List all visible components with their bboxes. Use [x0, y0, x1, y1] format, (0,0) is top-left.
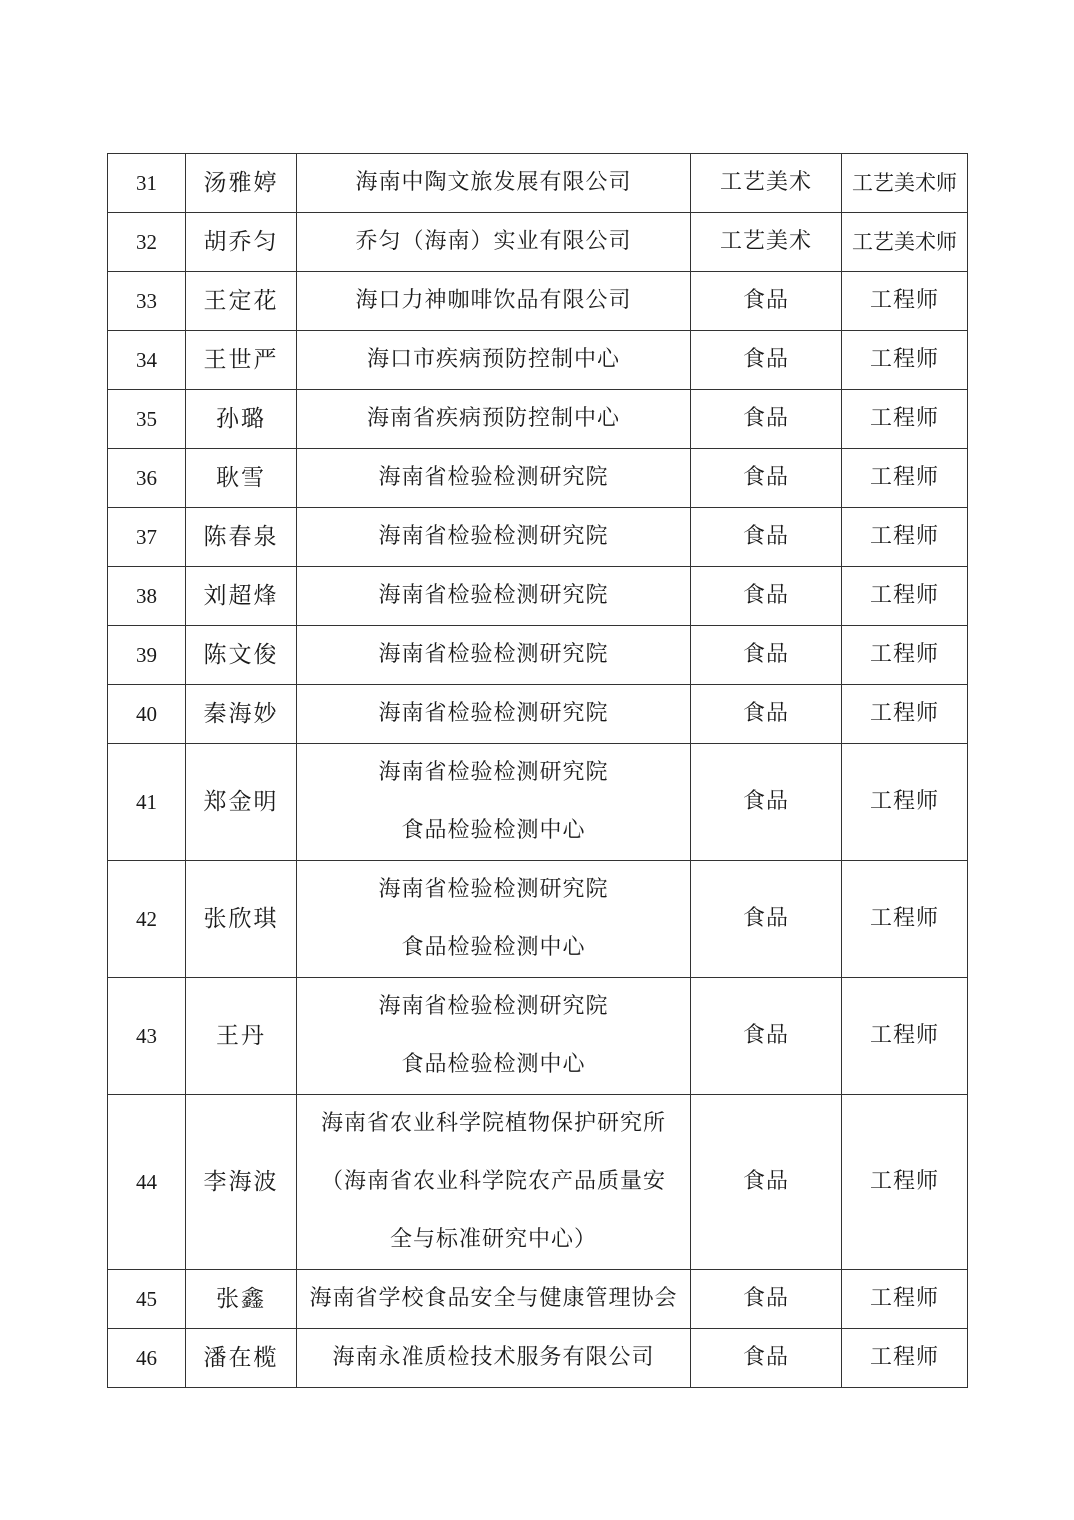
table-row — [108, 272, 968, 331]
person-name: 陈春泉 — [186, 508, 297, 567]
work-unit-line: 海南省检验检测研究院 — [378, 465, 609, 490]
work-unit-line: 海南永准质检技术服务有限公司 — [332, 1345, 655, 1370]
work-unit-line: 海口市疾病预防控制中心 — [366, 347, 620, 372]
professional-title: 工艺美术师 — [842, 154, 968, 213]
row-number: 42 — [108, 861, 186, 978]
work-unit-line: 海南省学校食品安全与健康管理协会 — [309, 1286, 678, 1311]
specialty-field: 食品 — [691, 331, 842, 390]
row-number: 41 — [108, 744, 186, 861]
work-unit-line: 海南省检验检测研究院 — [378, 524, 609, 549]
table-row — [108, 331, 968, 390]
roster-table — [107, 153, 968, 1388]
professional-title: 工程师 — [842, 1270, 968, 1329]
specialty-field: 食品 — [691, 744, 842, 861]
work-unit-line: 海南省检验检测研究院 — [378, 701, 609, 726]
person-name: 潘在榄 — [186, 1329, 297, 1388]
professional-title: 工程师 — [842, 449, 968, 508]
work-unit-line: 海南省检验检测研究院 — [378, 642, 609, 667]
row-number: 33 — [108, 272, 186, 331]
table-row — [108, 567, 968, 626]
work-unit-line: 海口力神咖啡饮品有限公司 — [355, 288, 632, 313]
person-name: 王丹 — [186, 978, 297, 1095]
person-name: 李海波 — [186, 1095, 297, 1270]
work-unit — [297, 744, 691, 861]
person-name: 耿雪 — [186, 449, 297, 508]
specialty-field: 食品 — [691, 978, 842, 1095]
table-row — [108, 861, 968, 978]
professional-title: 工程师 — [842, 1329, 968, 1388]
table-row — [108, 1095, 968, 1270]
specialty-field: 食品 — [691, 1095, 842, 1270]
work-unit — [297, 1095, 691, 1270]
professional-title: 工程师 — [842, 626, 968, 685]
work-unit — [297, 1329, 691, 1388]
work-unit — [297, 154, 691, 213]
table-row — [108, 508, 968, 567]
specialty-field: 工艺美术 — [691, 213, 842, 272]
work-unit — [297, 1270, 691, 1329]
table-row — [108, 744, 968, 861]
person-name: 孙璐 — [186, 390, 297, 449]
work-unit-line: 海南省农业科学院植物保护研究所 — [320, 1111, 666, 1136]
specialty-field: 食品 — [691, 449, 842, 508]
person-name: 刘超烽 — [186, 567, 297, 626]
row-number: 36 — [108, 449, 186, 508]
specialty-field: 食品 — [691, 861, 842, 978]
work-unit — [297, 213, 691, 272]
professional-title: 工艺美术师 — [842, 213, 968, 272]
row-number: 46 — [108, 1329, 186, 1388]
table-row — [108, 1329, 968, 1388]
work-unit — [297, 567, 691, 626]
specialty-field: 食品 — [691, 685, 842, 744]
table-row — [108, 154, 968, 213]
person-name: 陈文俊 — [186, 626, 297, 685]
specialty-field: 食品 — [691, 508, 842, 567]
specialty-field: 食品 — [691, 626, 842, 685]
work-unit-line: 食品检验检测中心 — [401, 818, 586, 843]
work-unit — [297, 978, 691, 1095]
roster-body — [108, 154, 968, 1388]
person-name: 张欣琪 — [186, 861, 297, 978]
professional-title: 工程师 — [842, 508, 968, 567]
person-name: 郑金明 — [186, 744, 297, 861]
row-number: 32 — [108, 213, 186, 272]
specialty-field: 食品 — [691, 390, 842, 449]
row-number: 45 — [108, 1270, 186, 1329]
row-number: 44 — [108, 1095, 186, 1270]
table-row — [108, 390, 968, 449]
specialty-field: 食品 — [691, 1329, 842, 1388]
work-unit-line: 海南省疾病预防控制中心 — [366, 406, 620, 431]
work-unit — [297, 508, 691, 567]
work-unit — [297, 861, 691, 978]
row-number: 43 — [108, 978, 186, 1095]
professional-title: 工程师 — [842, 744, 968, 861]
work-unit-line: 乔匀（海南）实业有限公司 — [355, 229, 632, 254]
professional-title: 工程师 — [842, 685, 968, 744]
professional-title: 工程师 — [842, 390, 968, 449]
specialty-field: 工艺美术 — [691, 154, 842, 213]
work-unit — [297, 449, 691, 508]
specialty-field: 食品 — [691, 567, 842, 626]
work-unit-line: 海南省检验检测研究院 — [378, 877, 609, 902]
person-name: 秦海妙 — [186, 685, 297, 744]
person-name: 王世严 — [186, 331, 297, 390]
work-unit — [297, 626, 691, 685]
table-row — [108, 685, 968, 744]
work-unit-line: （海南省农业科学院农产品质量安 — [320, 1169, 666, 1194]
table-row — [108, 978, 968, 1095]
person-name: 汤雅婷 — [186, 154, 297, 213]
work-unit-line: 海南省检验检测研究院 — [378, 760, 609, 785]
specialty-field: 食品 — [691, 1270, 842, 1329]
specialty-field: 食品 — [691, 272, 842, 331]
row-number: 34 — [108, 331, 186, 390]
professional-title: 工程师 — [842, 272, 968, 331]
professional-title: 工程师 — [842, 861, 968, 978]
person-name: 胡乔匀 — [186, 213, 297, 272]
work-unit-line: 食品检验检测中心 — [401, 935, 586, 960]
table-row — [108, 449, 968, 508]
table-row — [108, 626, 968, 685]
row-number: 38 — [108, 567, 186, 626]
work-unit — [297, 331, 691, 390]
person-name: 张鑫 — [186, 1270, 297, 1329]
professional-title: 工程师 — [842, 331, 968, 390]
professional-title: 工程师 — [842, 978, 968, 1095]
row-number: 31 — [108, 154, 186, 213]
row-number: 39 — [108, 626, 186, 685]
work-unit-line: 海南省检验检测研究院 — [378, 994, 609, 1019]
table-row — [108, 213, 968, 272]
table-row — [108, 1270, 968, 1329]
work-unit-line: 全与标准研究中心） — [389, 1227, 597, 1252]
work-unit — [297, 685, 691, 744]
row-number: 40 — [108, 685, 186, 744]
professional-title: 工程师 — [842, 567, 968, 626]
work-unit-line: 海南中陶文旅发展有限公司 — [355, 170, 632, 195]
work-unit — [297, 390, 691, 449]
professional-title: 工程师 — [842, 1095, 968, 1270]
row-number: 37 — [108, 508, 186, 567]
work-unit-line: 食品检验检测中心 — [401, 1052, 586, 1077]
row-number: 35 — [108, 390, 186, 449]
work-unit-line: 海南省检验检测研究院 — [378, 583, 609, 608]
work-unit — [297, 272, 691, 331]
person-name: 王定花 — [186, 272, 297, 331]
